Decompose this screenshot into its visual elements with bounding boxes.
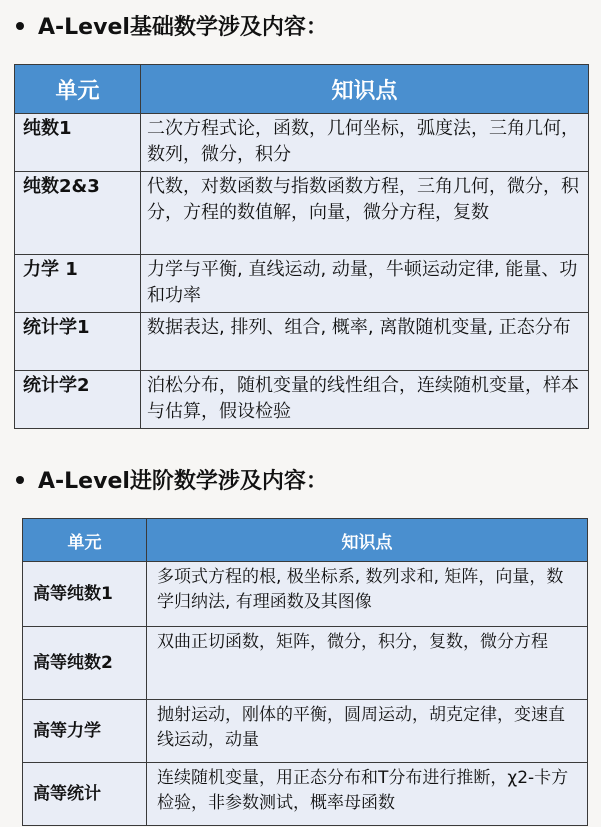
column-header-unit: 单元 xyxy=(15,65,141,114)
unit-cell: 纯数2&3 xyxy=(15,172,141,255)
topics-cell: 泊松分布，随机变量的线性组合，连续随机变量，样本与估算，假设检验 xyxy=(141,371,589,429)
table-row xyxy=(23,562,588,627)
bullet-icon xyxy=(16,476,24,484)
column-header-topics: 知识点 xyxy=(147,519,588,562)
section-title: A-Level基础数学涉及内容： xyxy=(38,15,328,40)
unit-cell: 统计学1 xyxy=(15,313,141,371)
column-header-topics: 知识点 xyxy=(141,65,589,114)
unit-cell: 高等纯数2 xyxy=(23,627,147,700)
topics-cell: 数据表达, 排列、组合, 概率, 离散随机变量, 正态分布 xyxy=(141,313,589,371)
topics-cell: 代数，对数函数与指数函数方程，三角几何，微分，积分，方程的数值解，向量，微分方程，复数 xyxy=(141,172,589,255)
table-row xyxy=(15,255,589,313)
topics-cell: 双曲正切函数，矩阵，微分，积分，复数，微分方程 xyxy=(147,627,588,700)
unit-cell: 高等纯数1 xyxy=(23,562,147,627)
section-heading-basic xyxy=(16,10,328,41)
bullet-icon xyxy=(16,22,24,30)
topics-cell: 多项式方程的根, 极坐标系, 数列求和, 矩阵，向量，数学归纳法, 有理函数及其图像 xyxy=(147,562,588,627)
topics-cell: 抛射运动，刚体的平衡，圆周运动，胡克定律，变速直线运动，动量 xyxy=(147,700,588,763)
advanced-math-table xyxy=(22,518,588,826)
unit-cell: 统计学2 xyxy=(15,371,141,429)
topics-cell: 连续随机变量，用正态分布和T分布进行推断，χ2-卡方检验，非参数测试，概率母函数 xyxy=(147,763,588,826)
section-heading-advanced xyxy=(16,464,328,495)
table-row xyxy=(23,763,588,826)
table-row xyxy=(15,371,589,429)
basic-math-table xyxy=(14,64,589,429)
table-row xyxy=(15,172,589,255)
table-row xyxy=(23,627,588,700)
table-row xyxy=(23,700,588,763)
unit-cell: 高等力学 xyxy=(23,700,147,763)
unit-cell: 高等统计 xyxy=(23,763,147,826)
topics-cell: 二次方程式论，函数，几何坐标，弧度法，三角几何，数列，微分，积分 xyxy=(141,114,589,172)
unit-cell: 纯数1 xyxy=(15,114,141,172)
topics-cell: 力学与平衡, 直线运动, 动量，牛顿运动定律, 能量、功和功率 xyxy=(141,255,589,313)
section-title: A-Level进阶数学涉及内容： xyxy=(38,469,328,494)
column-header-unit: 单元 xyxy=(23,519,147,562)
table-row xyxy=(15,114,589,172)
unit-cell: 力学 1 xyxy=(15,255,141,313)
table-row xyxy=(15,313,589,371)
